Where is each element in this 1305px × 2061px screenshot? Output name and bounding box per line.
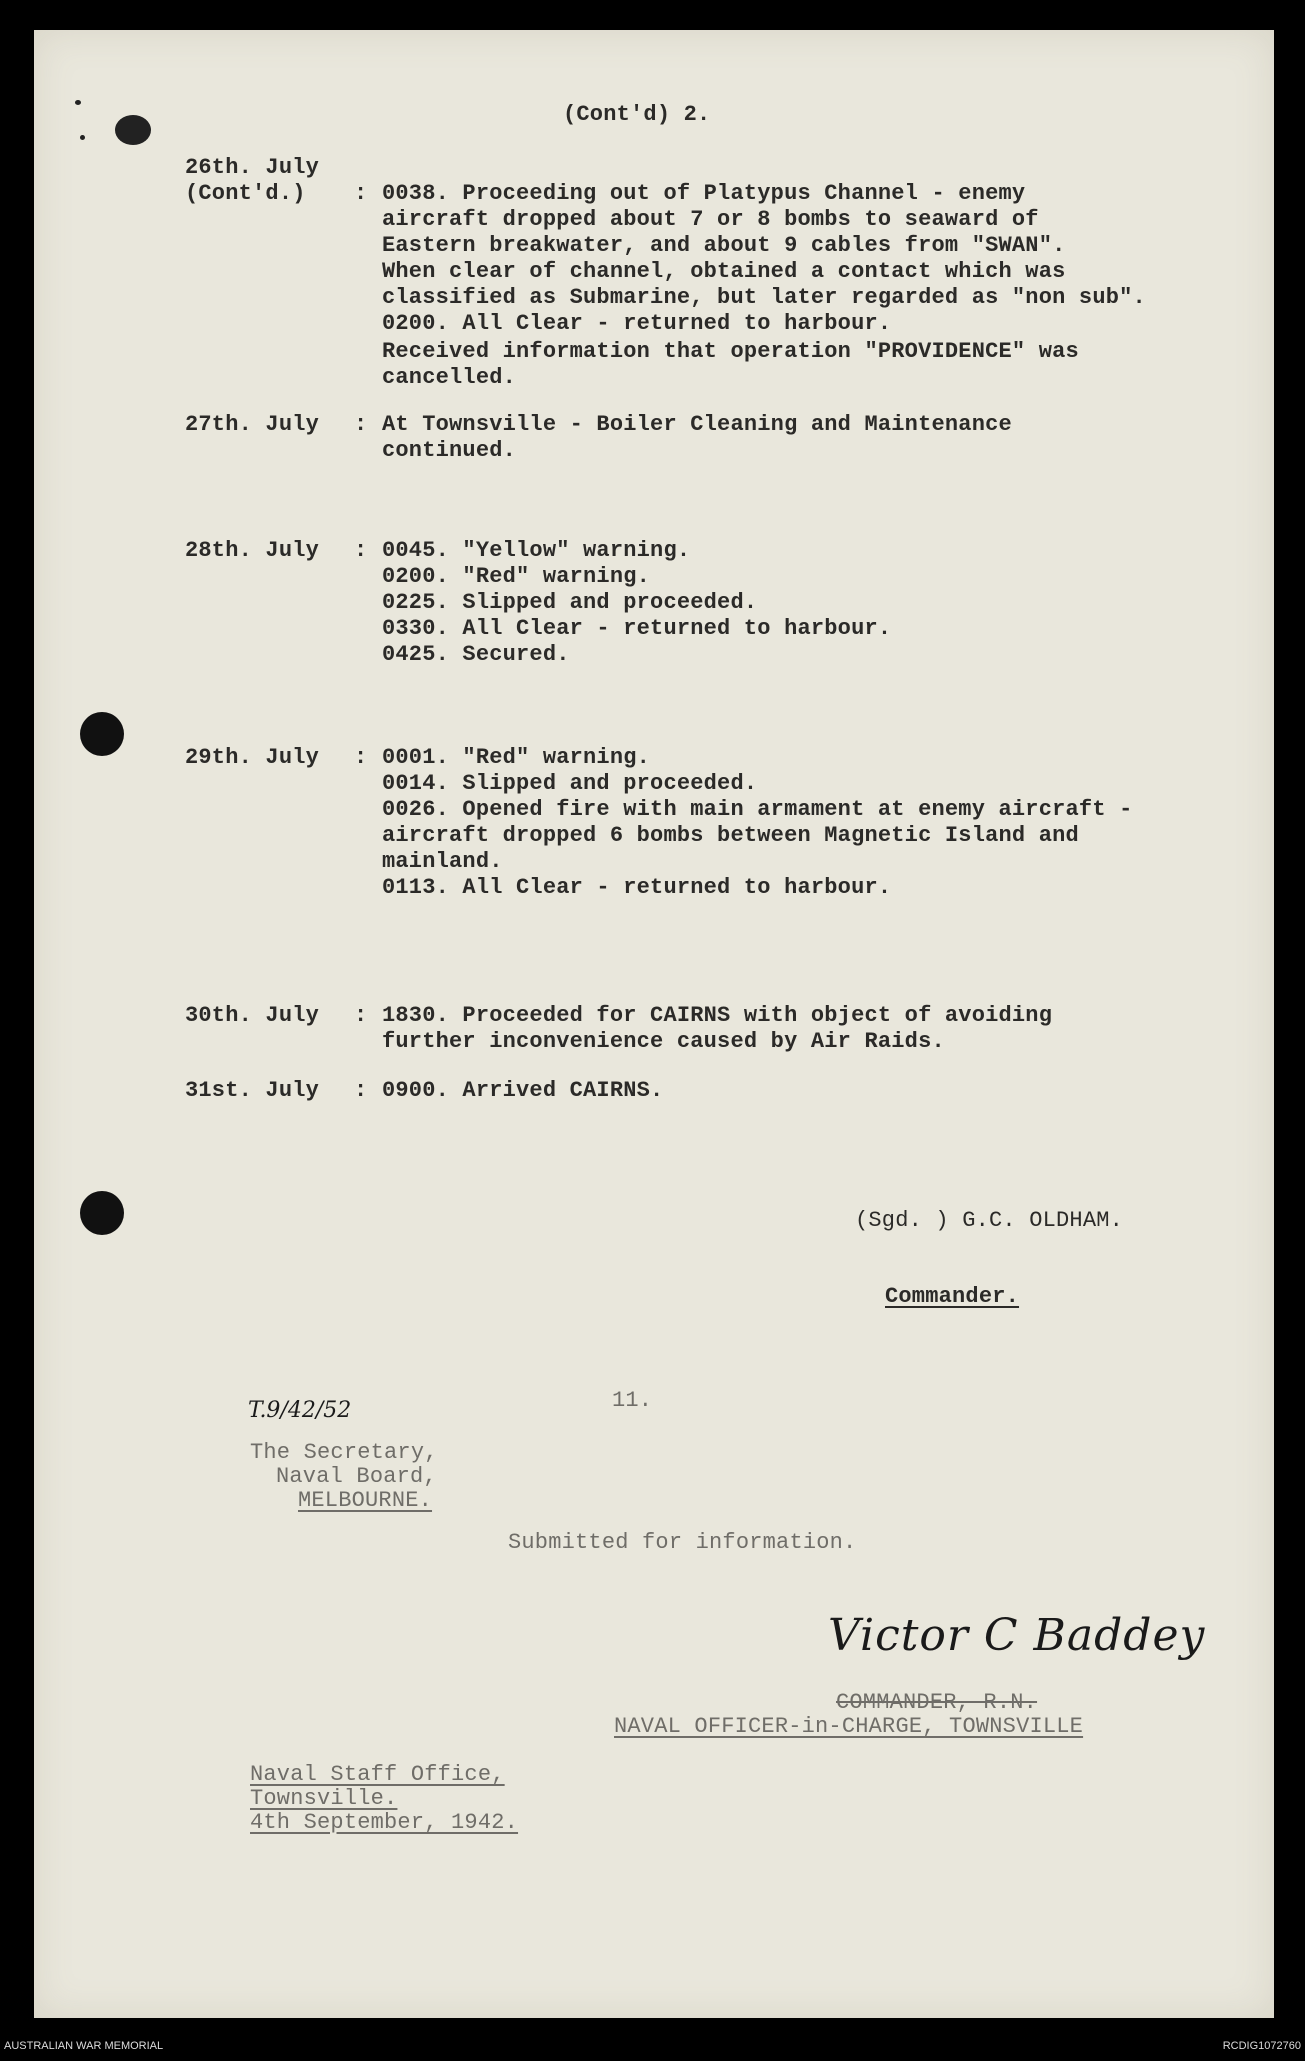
handwritten-signature: Victor C Baddey: [828, 1610, 1206, 1661]
colon: :: [354, 538, 368, 563]
entry-line: 0225. Slipped and proceeded.: [382, 590, 758, 615]
page-header: (Cont'd) 2.: [563, 102, 711, 127]
entry-line: 0038. Proceeding out of Platypus Channel - enemy: [382, 181, 1026, 206]
colon: :: [354, 412, 368, 437]
archive-caption-right: RCDIG1072760: [1222, 2040, 1301, 2052]
entry-line: 0014. Slipped and proceeded.: [382, 771, 758, 796]
entry-line: At Townsville - Boiler Cleaning and Maintenance: [382, 412, 1012, 437]
entry-line: 0113. All Clear - returned to harbour.: [382, 875, 892, 900]
entry-line: 1830. Proceeded for CAIRNS with object of avoiding: [382, 1003, 1053, 1028]
colon: :: [354, 1003, 368, 1028]
entry-line: Eastern breakwater, and about 9 cables from "SWAN".: [382, 233, 1066, 258]
entry-line: When clear of channel, obtained a contact which was: [382, 259, 1066, 284]
entry-line: classified as Submarine, but later regarded as "non sub".: [382, 285, 1146, 310]
signed-name: (Sgd. ) G.C. OLDHAM.: [855, 1208, 1124, 1233]
colon: :: [354, 181, 368, 206]
date-28-july: 28th. July: [185, 538, 320, 563]
ink-blot: [115, 115, 151, 145]
entry-line: cancelled.: [382, 365, 517, 390]
speck: [80, 135, 85, 140]
addressee-line: MELBOURNE.: [298, 1488, 433, 1513]
signed-rank: Commander.: [885, 1284, 1020, 1309]
file-reference: T.9/42/52: [248, 1398, 352, 1423]
office-line: 4th September, 1942.: [250, 1810, 519, 1835]
punch-hole-top: [80, 712, 124, 756]
signatory-title: NAVAL OFFICER-in-CHARGE, TOWNSVILLE: [614, 1714, 1084, 1739]
signatory-rank: COMMANDER, R.N.: [836, 1690, 1038, 1715]
office-line: Townsville.: [250, 1786, 398, 1811]
speck: [75, 100, 81, 105]
entry-line: 0330. All Clear - returned to harbour.: [382, 616, 892, 641]
entry-line: mainland.: [382, 849, 503, 874]
entry-line: further inconvenience caused by Air Raids.: [382, 1029, 945, 1054]
date-26-contd: (Cont'd.): [185, 181, 306, 206]
colon: :: [354, 745, 368, 770]
addressee-line: The Secretary,: [250, 1440, 438, 1465]
archive-caption-left: AUSTRALIAN WAR MEMORIAL: [4, 2040, 164, 2052]
entry-line: 0001. "Red" warning.: [382, 745, 651, 770]
date-31-july: 31st. July: [185, 1078, 320, 1103]
date-29-july: 29th. July: [185, 745, 320, 770]
reference-number: 11.: [612, 1388, 653, 1413]
punch-hole-bottom: [80, 1191, 124, 1235]
entry-line: 0045. "Yellow" warning.: [382, 538, 691, 563]
entry-line: continued.: [382, 438, 517, 463]
addressee-line: Naval Board,: [276, 1464, 437, 1489]
entry-line: 0900. Arrived CAIRNS.: [382, 1078, 664, 1103]
colon: :: [354, 1078, 368, 1103]
entry-line: aircraft dropped about 7 or 8 bombs to seaward of: [382, 207, 1039, 232]
entry-line: 0200. All Clear - returned to harbour.: [382, 311, 892, 336]
submitted-note: Submitted for information.: [508, 1530, 857, 1555]
entry-line: 0026. Opened fire with main armament at enemy aircraft -: [382, 797, 1133, 822]
date-27-july: 27th. July: [185, 412, 320, 437]
date-26-july: 26th. July: [185, 155, 320, 180]
entry-line: 0425. Secured.: [382, 642, 570, 667]
entry-line: aircraft dropped 6 bombs between Magnetic Island and: [382, 823, 1079, 848]
date-30-july: 30th. July: [185, 1003, 320, 1028]
office-line: Naval Staff Office,: [250, 1762, 505, 1787]
entry-line: Received information that operation "PROVIDENCE" was: [382, 339, 1079, 364]
entry-line: 0200. "Red" warning.: [382, 564, 651, 589]
